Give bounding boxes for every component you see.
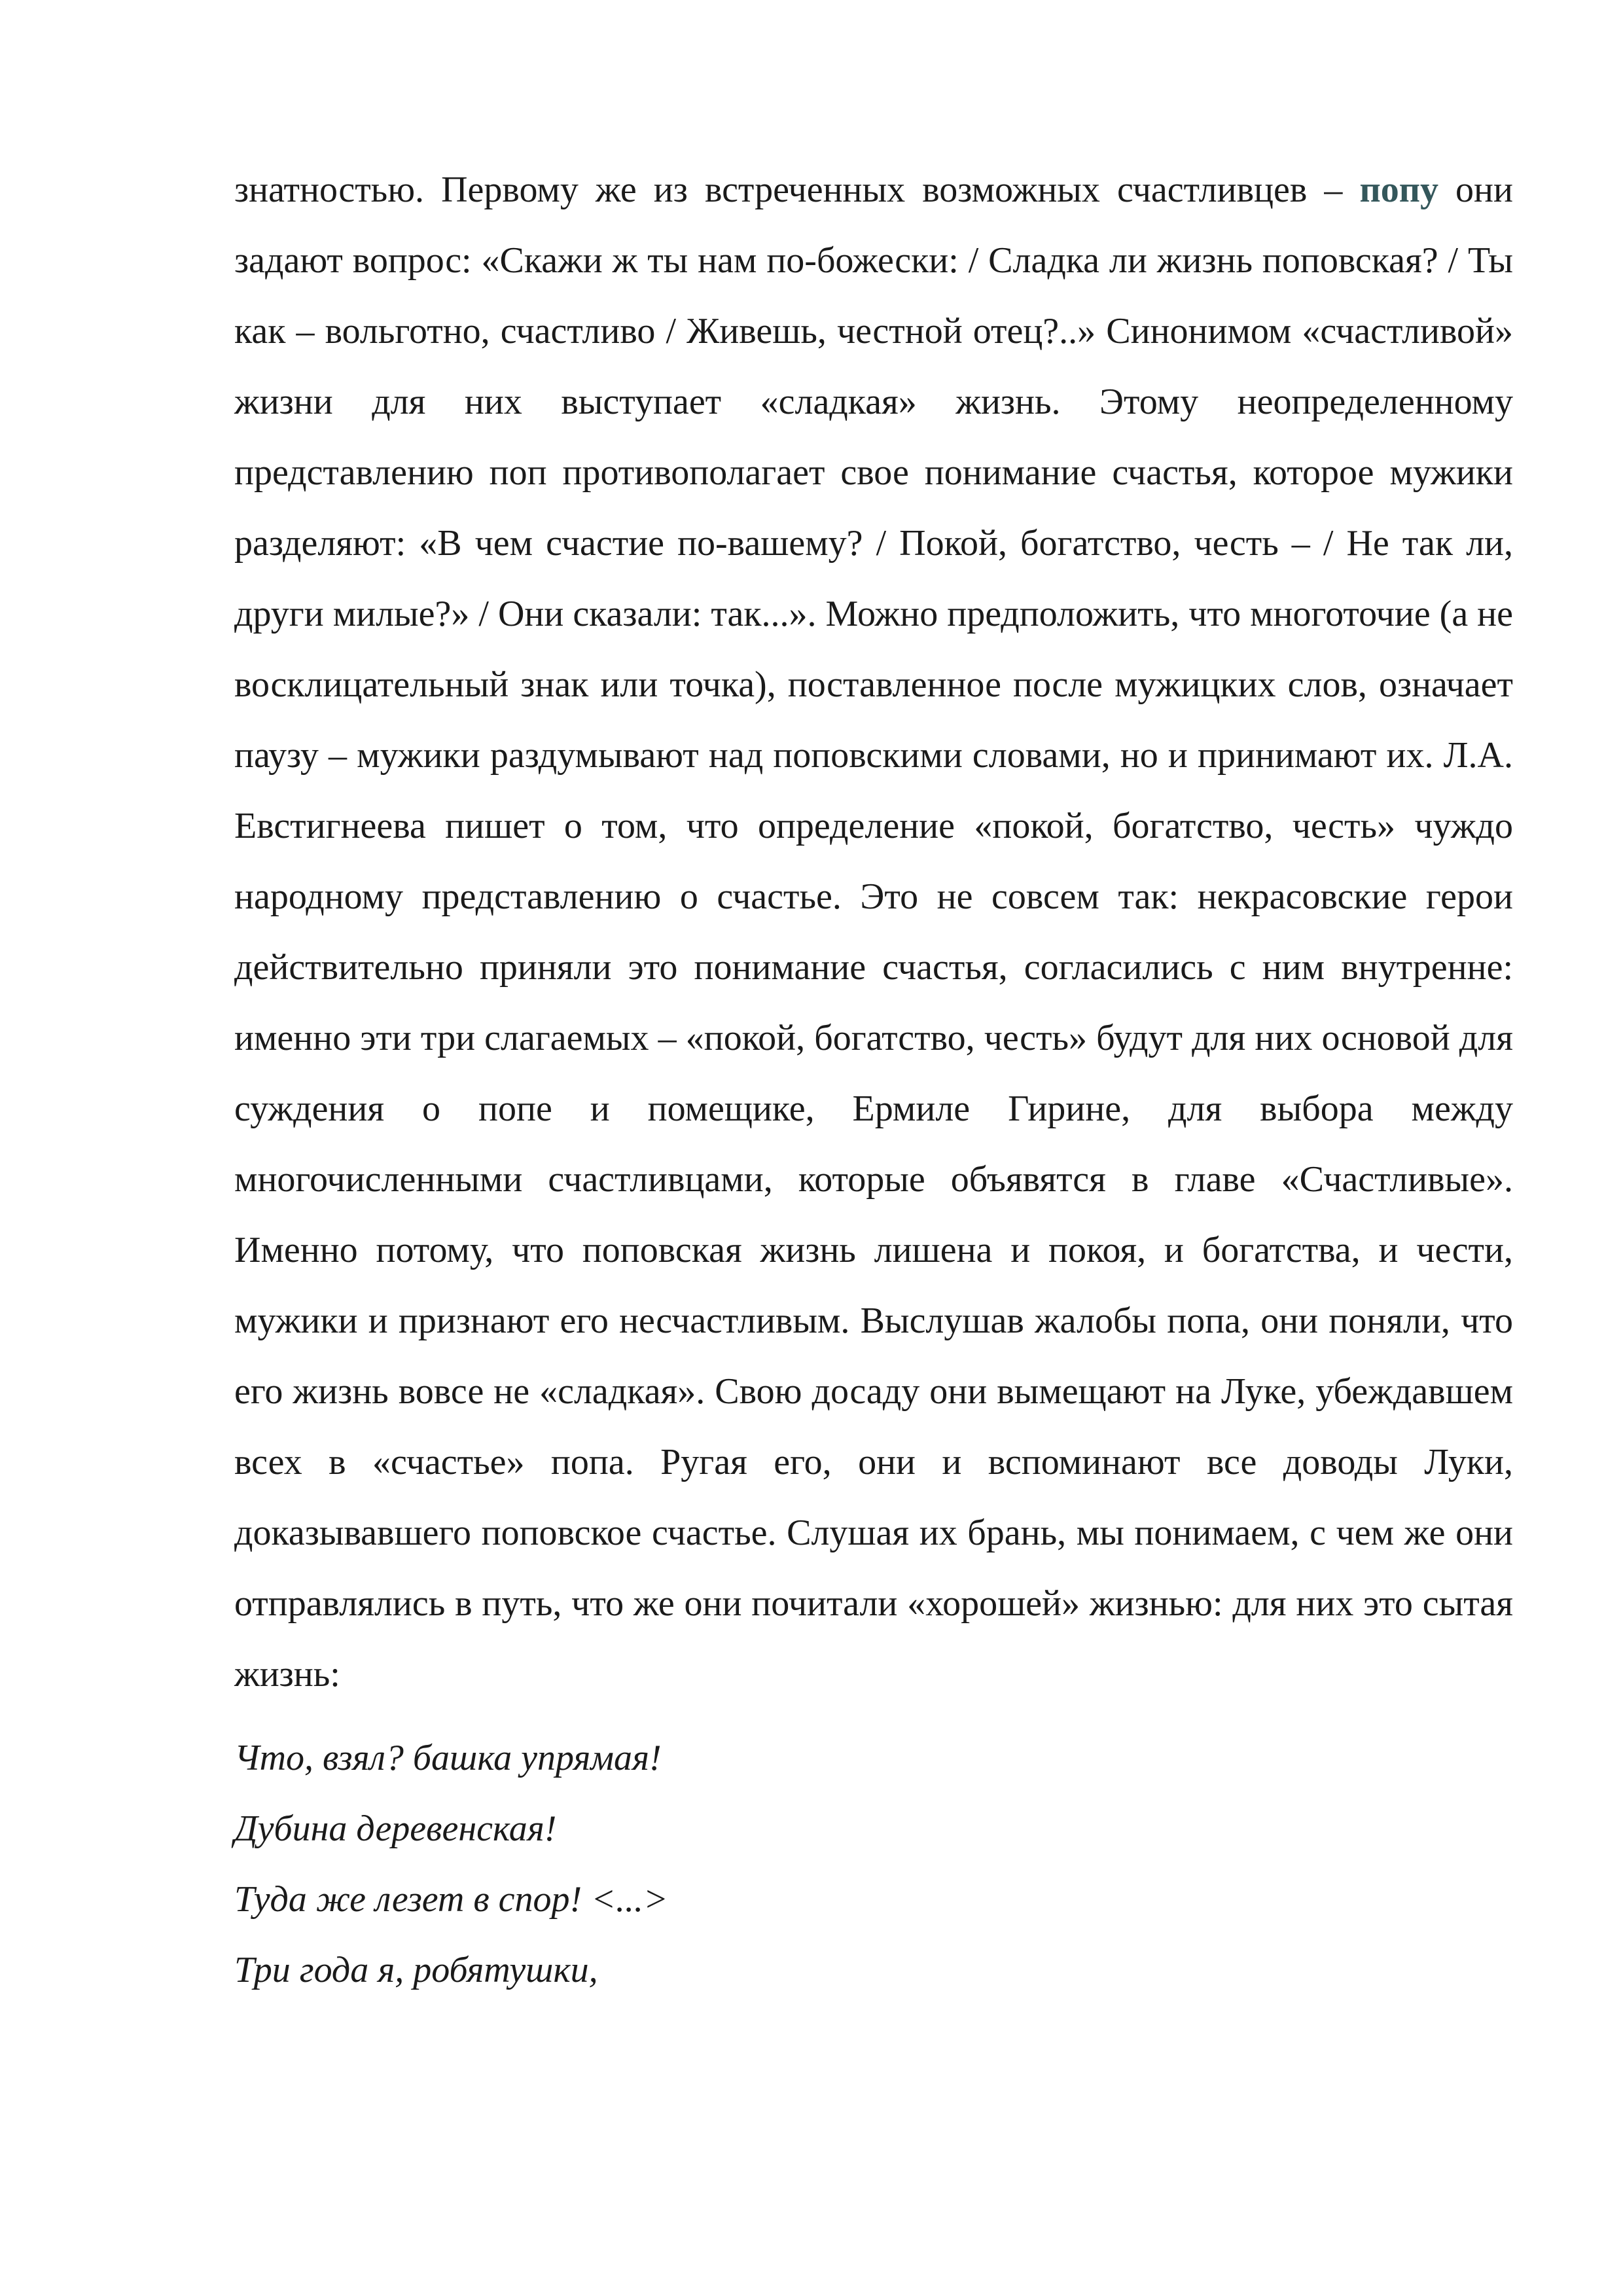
verse-line: Туда же лезет в спор! <...>: [234, 1879, 668, 1920]
verse-quote: [234, 1723, 1513, 2005]
document-page: [234, 154, 1513, 2005]
verse-line: Три года я, робятушки,: [234, 1950, 598, 1990]
verse-line: Дубина деревенская!: [234, 1808, 557, 1849]
paragraph-text-start: знатностью. Первому же из встреченных возможных счастливцев –: [234, 170, 1360, 210]
highlighted-word: попу: [1359, 170, 1438, 210]
paragraph-text-rest: они задают вопрос: «Скажи ж ты нам по-божески: / Сладка ли жизнь поповская? / Ты как – вольготно, счастливо / Живешь, честной отец?..» Синонимом «счастливой» жизни для них выступает «сладкая» жизнь. Этому неопределенному представлению поп противополагает свое понимание счастья, которое мужики разделяют: «В чем счастие по-вашему? / Покой, богатство, честь – / Не так ли, други милые?» / Они сказали: так...». Можно предположить, что многоточие (а не восклицательный знак или точка), поставленное после мужицких слов, означает паузу – мужики раздумывают над поповскими словами, но и принимают их. Л.А. Евстигнеева пишет о том, что определение «покой, богатство, честь» чуждо народному представлению о счастье. Это не совсем так: некрасовские герои действительно приняли это понимание счастья, согласились с ним внутренне: именно эти три слагаемых – «покой, богатство, честь» будут для них основой для суждения о попе и помещике, Ермиле Гирине, для выбора между многочисленными счастливцами, которые объявятся в главе «Счастливые». Именно потому, что поповская жизнь лишена и покоя, и богатства, и чести, мужики и признают его несчастливым. Выслушав жалобы попа, они поняли, что его жизнь вовсе не «сладкая». Свою досаду они вымещают на Луке, убеждавшем всех в «счастье» попа. Ругая его, они и вспоминают все доводы Луки, доказывавшего поповское счастье. Слушая их брань, мы понимаем, с чем же они отправлялись в путь, что же они почитали «хорошей» жизнью: для них это сытая жизнь:: [234, 170, 1513, 1695]
verse-line: Что, взял? башка упрямая!: [234, 1738, 662, 1778]
body-paragraph: [234, 154, 1513, 1710]
